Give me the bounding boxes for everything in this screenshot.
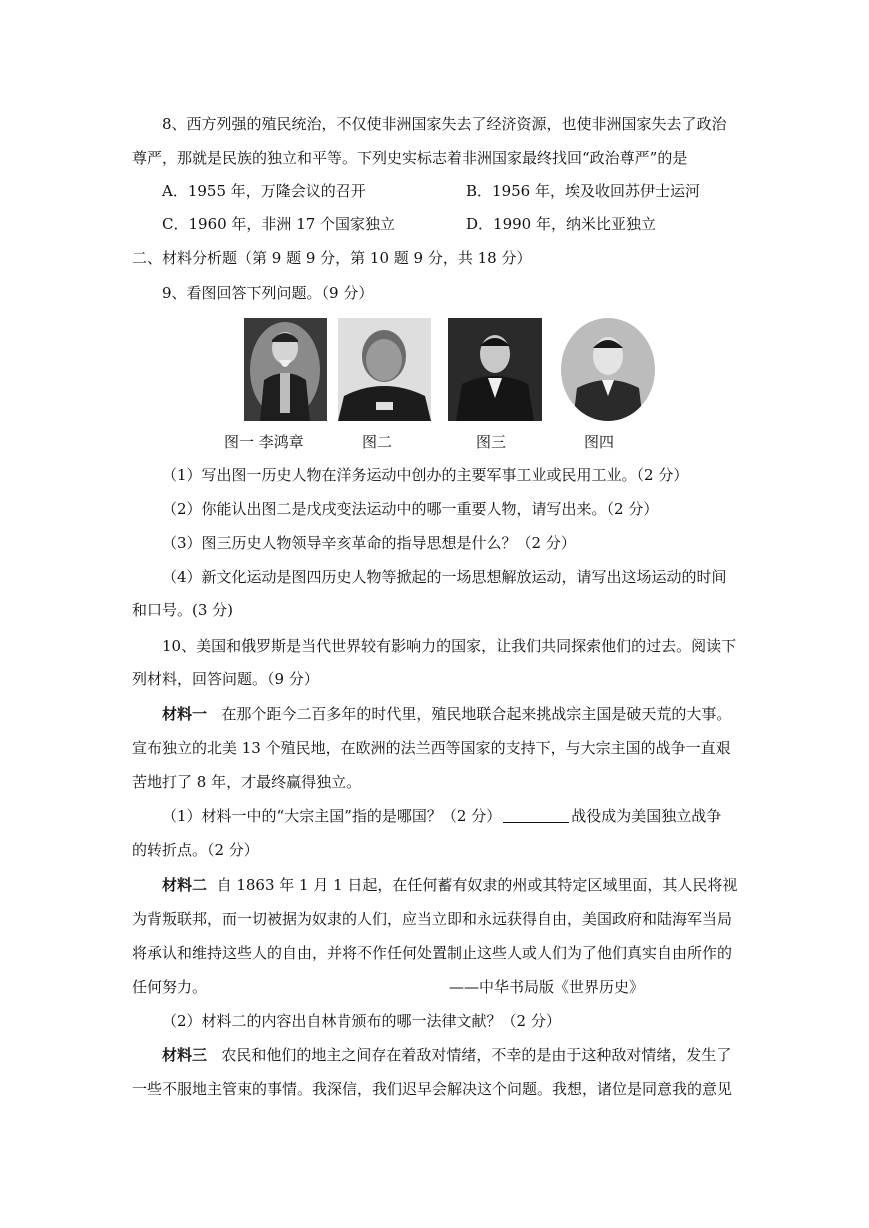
material-2-text1: 自 1863 年 1 月 1 日起，在任何蓄有奴隶的州或其特定区域里面，其人民将视 [216,876,738,894]
q8-option-b: B．1956 年，埃及收回苏伊士运河 [466,182,700,200]
portrait-photo-1 [244,318,327,421]
material-2-line4: 任何努力。 [132,978,208,996]
caption-figure-3: 图三 [476,433,507,451]
q10-stem-line2: 列材料，回答问题。（9 分） [132,670,319,688]
material-1-line2: 宣布独立的北美 13 个殖民地，在欧洲的法兰西等国家的支持下，与大宗主国的战争一直艰 [132,739,731,757]
q8-option-d: D．1990 年，纳米比亚独立 [466,215,656,233]
answer-blank[interactable] [503,808,569,823]
material-1-text1: 在那个距今二百多年的时代里，殖民地联合起来挑战宗主国是破天荒的大事。 [221,705,732,723]
q8-stem-line2: 尊严，那就是民族的独立和平等。下列史实标志着非洲国家最终找回“政治尊严”的是 [132,149,688,167]
q10-stem-line1: 10、美国和俄罗斯是当代世界较有影响力的国家，让我们共同探索他们的过去。阅读下 [162,637,737,655]
material-3-label: 材料三 [162,1046,208,1064]
q8-option-a: A．1955 年，万隆会议的召开 [162,182,366,200]
material-2-source: ——中华书局版《世界历史》 [449,978,645,996]
q9-sub4-line1: （4）新文化运动是图四历史人物等掀起的一场思想解放运动，请写出这场运动的时间 [162,568,727,586]
q9-sub1: （1）写出图一历史人物在洋务运动中创办的主要军事工业或民用工业。（2 分） [162,466,689,484]
portrait-photo-2 [338,318,431,421]
q8-option-c: C．1960 年，非洲 17 个国家独立 [162,215,396,233]
q10-sub1-line2: 的转折点。（2 分） [132,841,259,859]
q9-sub4-line2: 和口号。(3 分) [132,601,234,619]
material-3-line1 [162,1045,731,1065]
material-3-line2: 一些不服地主管束的事情。我深信，我们迟早会解决这个问题。我想，诸位是同意我的意见 [132,1080,733,1098]
material-1-label: 材料一 [162,705,208,723]
material-2-line3: 将承认和维持这些人的自由，并将不作任何处置制止这些人或人们为了他们真实自由所作的 [132,944,733,962]
material-2-line1 [162,875,737,895]
section2-title: 二、材料分析题（第 9 题 9 分，第 10 题 9 分，共 18 分） [132,249,532,267]
material-3-text1: 农民和他们的地主之间存在着敌对情绪，不幸的是由于这种敌对情绪，发生了 [221,1046,732,1064]
q8-stem-line1: 8、西方列强的殖民统治，不仅使非洲国家失去了经济资源，也使非洲国家失去了政治 [162,115,727,133]
q9-sub3: （3）图三历史人物领导辛亥革命的指导思想是什么？（2 分） [162,534,576,552]
portrait-photo-4 [561,318,655,421]
caption-figure-1: 图一 李鸿章 [224,433,304,451]
material-1-line1 [162,704,731,724]
q10-sub1-question: （1）材料一中的“大宗主国”指的是哪国？（2 分） [162,807,502,825]
caption-figure-2: 图二 [362,433,393,451]
q10-sub2: （2）材料二的内容出自林肯颁布的哪一法律文献？（2 分） [162,1012,561,1030]
q10-sub1-question-b: 战役成为美国独立战争 [571,807,722,825]
q9-stem: 9、看图回答下列问题。（9 分） [162,284,374,302]
q9-sub2: （2）你能认出图二是戊戌变法运动中的哪一重要人物，请写出来。（2 分） [162,500,659,518]
material-1-line3: 苦地打了 8 年，才最终赢得独立。 [132,773,362,791]
material-2-line2: 为背叛联邦，而一切被据为奴隶的人们，应当立即和永远获得自由，美国政府和陆海军当局 [132,910,733,928]
caption-figure-4: 图四 [584,433,615,451]
material-2-label: 材料二 [162,876,208,894]
portrait-photo-3 [448,318,542,421]
q10-sub1-line1 [162,806,721,826]
